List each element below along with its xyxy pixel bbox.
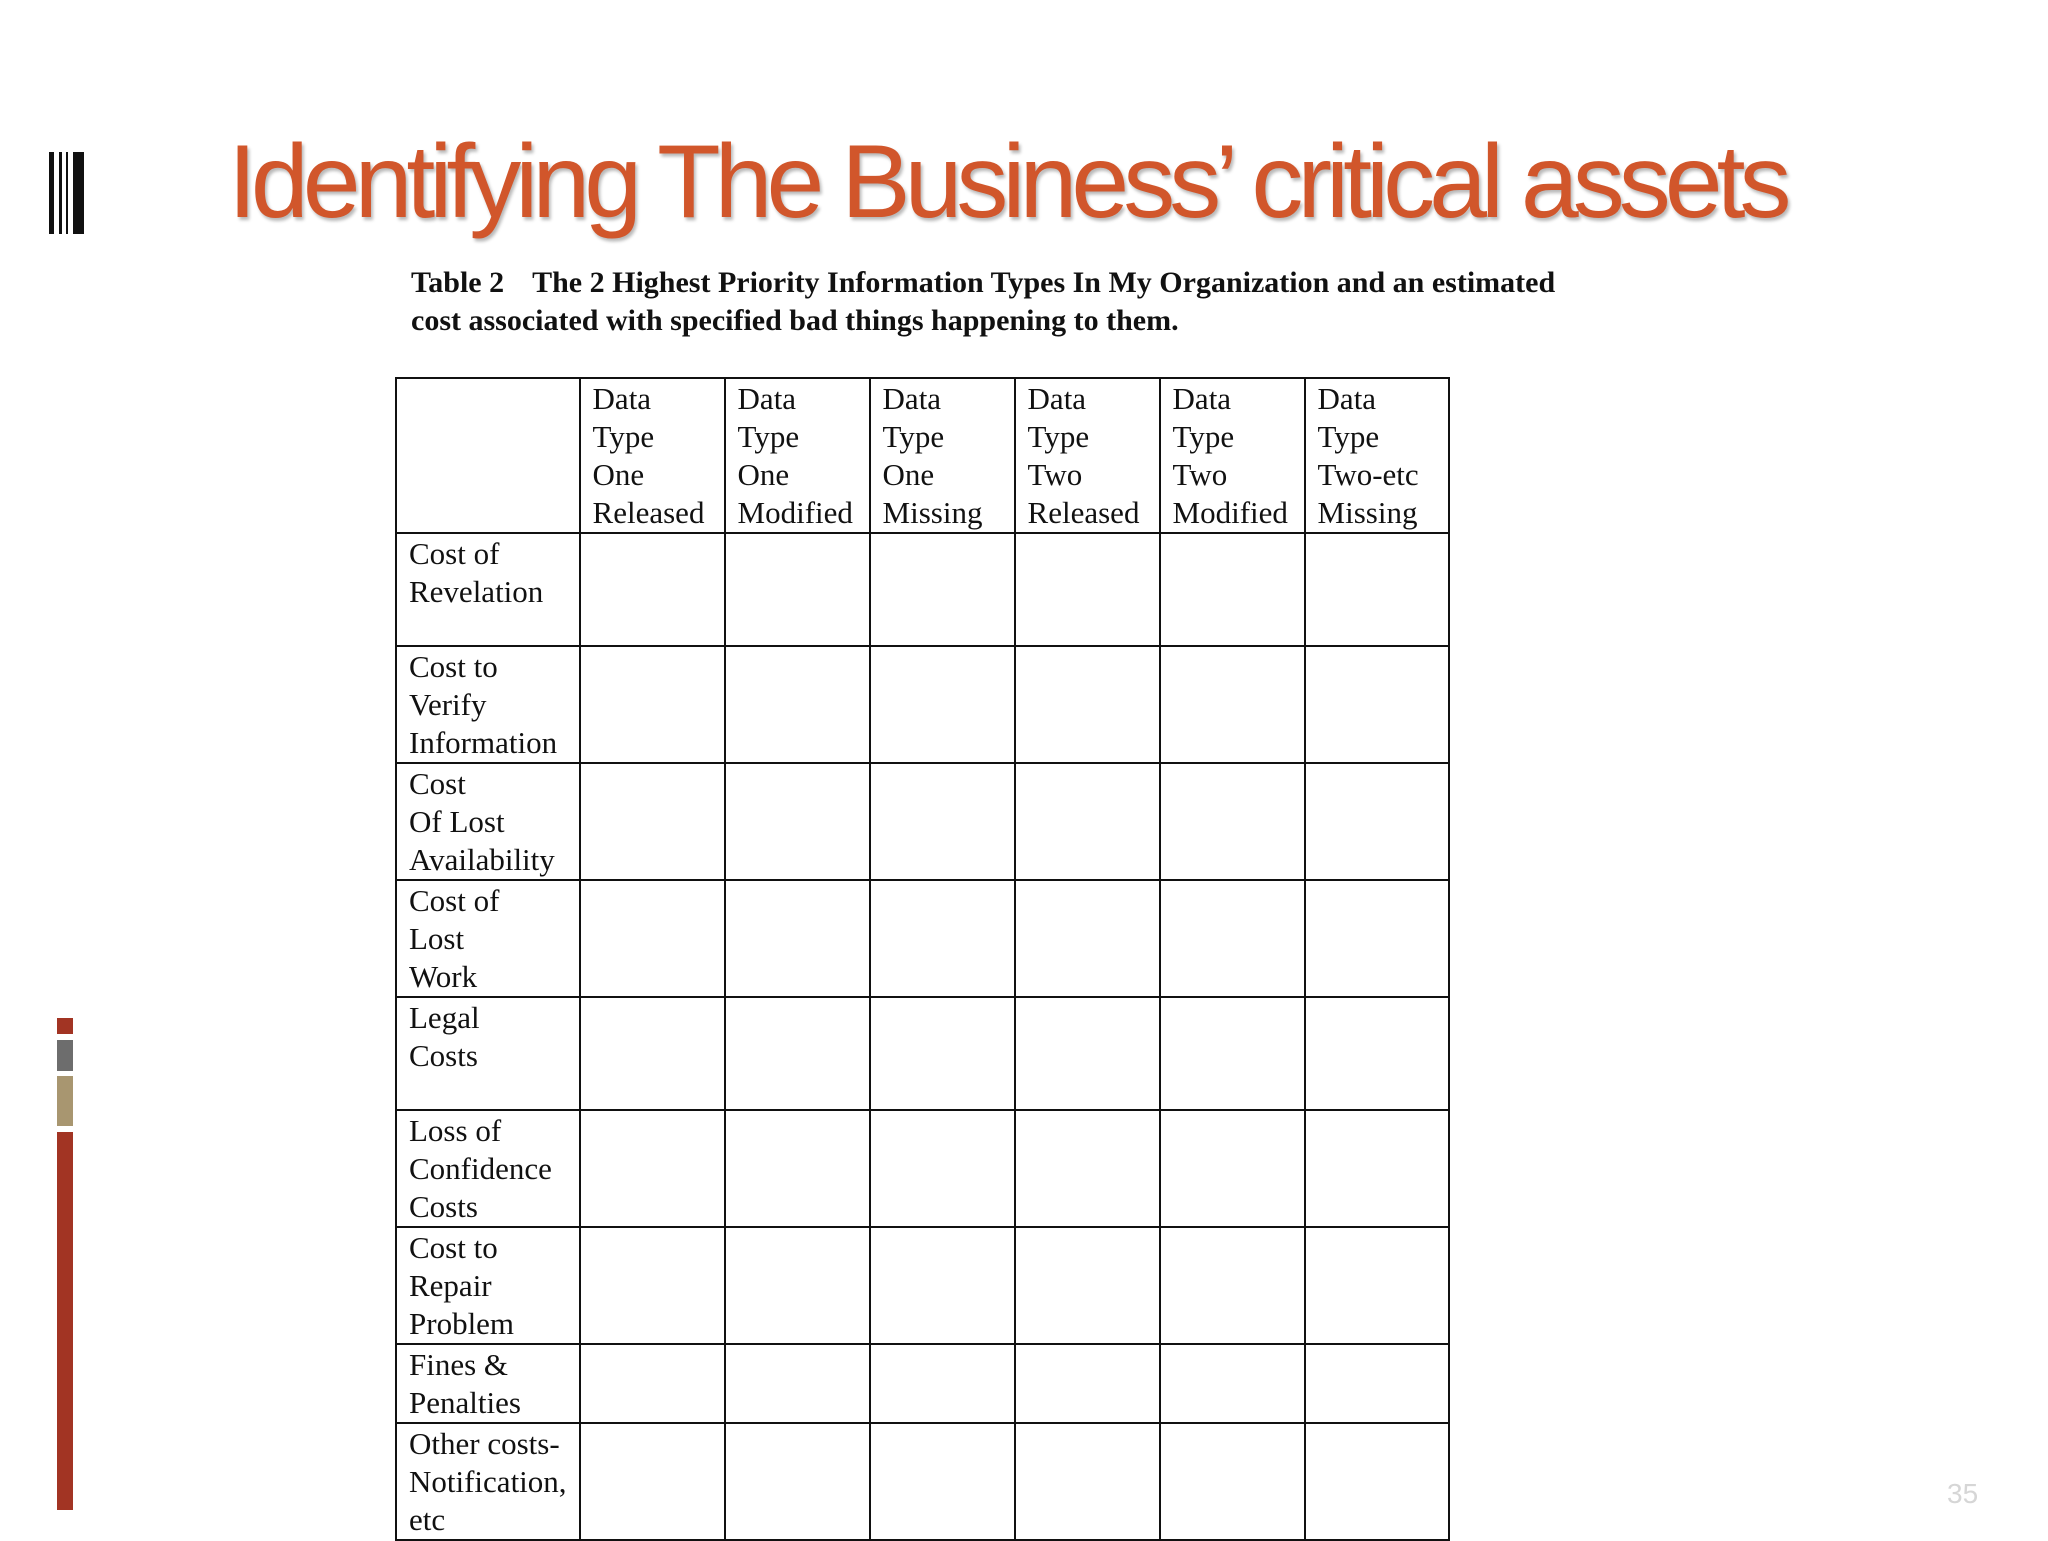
- table-cell[interactable]: [1015, 1227, 1160, 1344]
- table-cell[interactable]: [1015, 763, 1160, 880]
- table-row: [396, 997, 1449, 1110]
- table-cell[interactable]: [1305, 763, 1449, 880]
- table-row: [396, 1344, 1449, 1423]
- table-row: [396, 1110, 1449, 1227]
- table-cell[interactable]: [1015, 1110, 1160, 1227]
- sidebar-accent-tan: [57, 1076, 73, 1126]
- table-cell[interactable]: [1015, 880, 1160, 997]
- column-header: Data Type Two Released: [1015, 378, 1160, 533]
- table-cell[interactable]: [1015, 1423, 1160, 1540]
- table-cell[interactable]: [580, 1227, 725, 1344]
- table-cell[interactable]: [580, 880, 725, 997]
- cost-table: [395, 377, 1450, 1541]
- table-cell[interactable]: [1305, 1227, 1449, 1344]
- table-cell[interactable]: [725, 763, 870, 880]
- table-cell[interactable]: [1305, 646, 1449, 763]
- table-cell[interactable]: [870, 1110, 1015, 1227]
- table-cell[interactable]: [1160, 1423, 1305, 1540]
- row-header: Loss of Confidence Costs: [396, 1110, 580, 1227]
- table-cell[interactable]: [870, 533, 1015, 646]
- table-cell[interactable]: [1160, 533, 1305, 646]
- table-cell[interactable]: [1015, 533, 1160, 646]
- row-header: Fines & Penalties: [396, 1344, 580, 1423]
- title-marker-icon: [49, 152, 84, 234]
- row-header: Other costs- Notification, etc: [396, 1423, 580, 1540]
- table-cell[interactable]: [1160, 763, 1305, 880]
- table-row: [396, 763, 1449, 880]
- table-header-row: [396, 378, 1449, 533]
- table-cell[interactable]: [580, 1423, 725, 1540]
- table-cell[interactable]: [725, 880, 870, 997]
- table-cell[interactable]: [870, 1227, 1015, 1344]
- table-row: [396, 1423, 1449, 1540]
- column-header: Data Type One Modified: [725, 378, 870, 533]
- table-cell[interactable]: [870, 646, 1015, 763]
- table-cell[interactable]: [580, 997, 725, 1110]
- table-row: [396, 880, 1449, 997]
- table-cell[interactable]: [870, 880, 1015, 997]
- table-cell[interactable]: [1305, 997, 1449, 1110]
- column-header: Data Type One Released: [580, 378, 725, 533]
- table-cell[interactable]: [1305, 1423, 1449, 1540]
- table-cell[interactable]: [1015, 646, 1160, 763]
- table-cell[interactable]: [580, 1110, 725, 1227]
- table-cell[interactable]: [1305, 1110, 1449, 1227]
- row-header: Legal Costs: [396, 997, 580, 1110]
- table-cell[interactable]: [1015, 1344, 1160, 1423]
- table-cell[interactable]: [725, 1344, 870, 1423]
- table-cell[interactable]: [1305, 880, 1449, 997]
- table-cell[interactable]: [725, 997, 870, 1110]
- table-cell[interactable]: [580, 533, 725, 646]
- table-row: [396, 1227, 1449, 1344]
- row-header: Cost to Verify Information: [396, 646, 580, 763]
- table-cell[interactable]: [1160, 1110, 1305, 1227]
- sidebar-accent-gray: [57, 1040, 73, 1071]
- column-header: Data Type Two Modified: [1160, 378, 1305, 533]
- table-cell[interactable]: [1305, 533, 1449, 646]
- table-cell[interactable]: [870, 763, 1015, 880]
- table-row: [396, 533, 1449, 646]
- table-cell[interactable]: [725, 533, 870, 646]
- table-cell[interactable]: [580, 763, 725, 880]
- table-caption-text: The 2 Highest Priority Information Types In My Organization and an estimated cost associated with specified bad things happening to them.: [411, 266, 1556, 337]
- table-cell[interactable]: [580, 646, 725, 763]
- slide-title: Identifying The Business’ critical assets: [228, 124, 1786, 240]
- table-corner-cell: [396, 378, 580, 533]
- table-cell[interactable]: [725, 646, 870, 763]
- table-cell[interactable]: [1160, 880, 1305, 997]
- table-cell[interactable]: [1305, 1344, 1449, 1423]
- sidebar-accent-red-top: [57, 1018, 73, 1034]
- table-cell[interactable]: [870, 1423, 1015, 1540]
- page-number: 35: [1947, 1478, 1979, 1509]
- table-cell[interactable]: [725, 1227, 870, 1344]
- table-caption: [411, 264, 1561, 340]
- table-cell[interactable]: [1160, 1344, 1305, 1423]
- row-header: Cost of Revelation: [396, 533, 580, 646]
- table-row: [396, 646, 1449, 763]
- row-header: Cost Of Lost Availability: [396, 763, 580, 880]
- column-header: Data Type One Missing: [870, 378, 1015, 533]
- table-cell[interactable]: [725, 1423, 870, 1540]
- column-header: Data Type Two-etc Missing: [1305, 378, 1449, 533]
- row-header: Cost of Lost Work: [396, 880, 580, 997]
- row-header: Cost to Repair Problem: [396, 1227, 580, 1344]
- table-cell[interactable]: [870, 1344, 1015, 1423]
- table-cell[interactable]: [1160, 1227, 1305, 1344]
- table-cell[interactable]: [870, 997, 1015, 1110]
- table-cell[interactable]: [725, 1110, 870, 1227]
- table-cell[interactable]: [580, 1344, 725, 1423]
- table-cell[interactable]: [1160, 997, 1305, 1110]
- table-cell[interactable]: [1160, 646, 1305, 763]
- table-cell[interactable]: [1015, 997, 1160, 1110]
- sidebar-accent-red: [57, 1132, 73, 1510]
- table-caption-number: Table 2: [411, 266, 505, 299]
